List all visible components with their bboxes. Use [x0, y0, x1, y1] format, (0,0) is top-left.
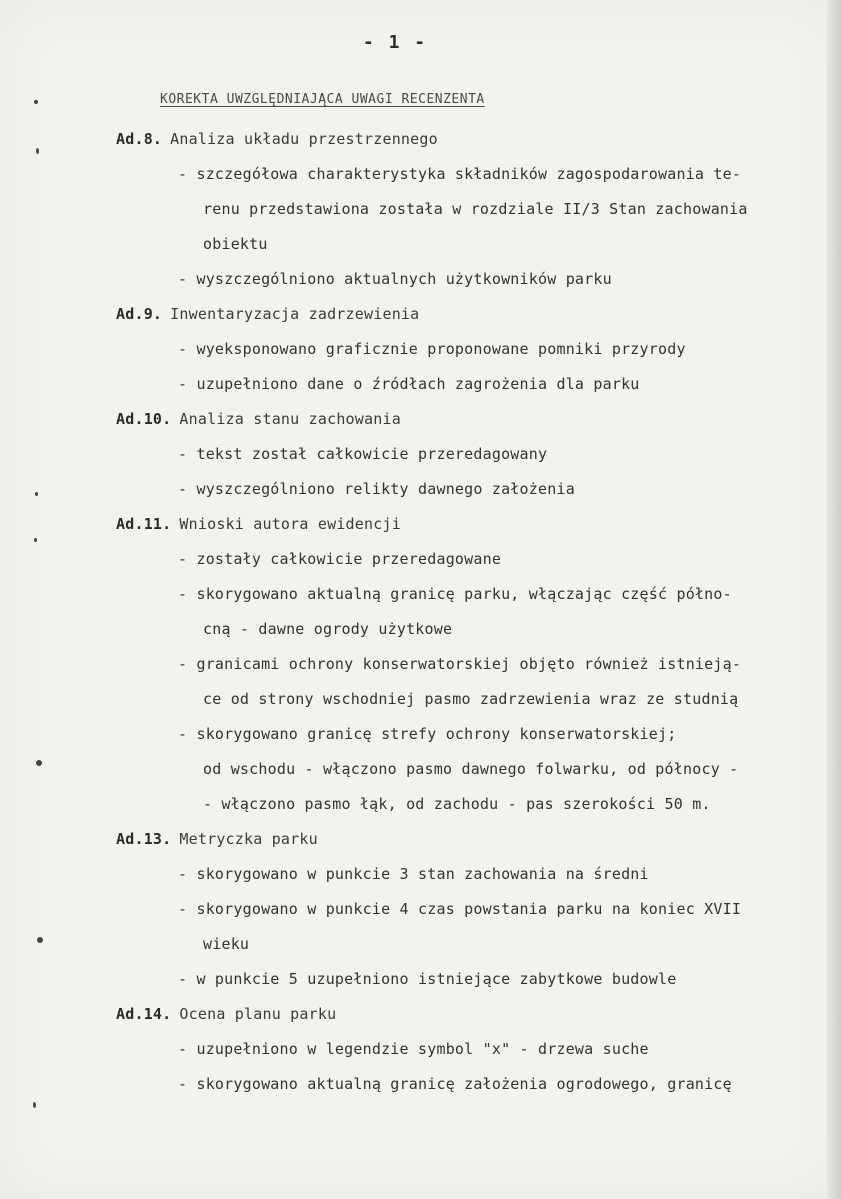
section-label: Ad.8.	[116, 130, 163, 148]
binding-mark	[36, 760, 42, 766]
section-heading	[116, 130, 438, 148]
section-title: Metryczka parku	[179, 830, 318, 848]
section-title: Wnioski autora ewidencji	[179, 515, 401, 533]
section-heading	[116, 410, 401, 428]
section-label: Ad.11.	[116, 515, 172, 533]
text-line: obiektu	[203, 235, 268, 253]
section-label: Ad.9.	[116, 305, 163, 323]
text-line: - wyeksponowano graficznie proponowane pomniki przyrody	[178, 340, 686, 358]
text-line: - skorygowano granicę strefy ochrony konserwatorskiej;	[178, 725, 677, 743]
text-line: cną - dawne ogrody użytkowe	[203, 620, 453, 638]
section-title: Ocena planu parku	[179, 1005, 337, 1023]
text-line: - skorygowano w punkcie 4 czas powstania parku na koniec XVII	[178, 900, 742, 918]
section-label: Ad.14.	[116, 1005, 172, 1023]
section-heading	[116, 830, 318, 848]
page-edge	[827, 0, 841, 1199]
binding-mark	[37, 937, 43, 943]
text-line: - granicami ochrony konserwatorskiej objęto również istnieją-	[178, 655, 742, 673]
text-line: - wyszczególniono relikty dawnego założenia	[178, 480, 575, 498]
text-line: - skorygowano w punkcie 3 stan zachowania na średni	[178, 865, 649, 883]
binding-mark	[35, 492, 38, 496]
section-label: Ad.13.	[116, 830, 172, 848]
section-title: Analiza stanu zachowania	[179, 410, 401, 428]
text-line: wieku	[203, 935, 250, 953]
text-line: - w punkcie 5 uzupełniono istniejące zabytkowe budowle	[178, 970, 677, 988]
document-heading: KOREKTA UWZGLĘDNIAJĄCA UWAGI RECENZENTA	[160, 92, 485, 107]
section-label: Ad.10.	[116, 410, 172, 428]
section-heading	[116, 305, 419, 323]
text-line: ce od strony wschodniej pasmo zadrzewienia wraz ze studnią	[203, 690, 739, 708]
page-number: - 1 -	[362, 32, 428, 53]
binding-mark	[36, 148, 39, 154]
text-line: - uzupełniono w legendzie symbol "x" - drzewa suche	[178, 1040, 649, 1058]
section-heading	[116, 1005, 336, 1023]
text-line: - zostały całkowicie przeredagowane	[178, 550, 502, 568]
text-line: - skorygowano aktualną granicę parku, włączając część półno-	[178, 585, 732, 603]
text-line: - wyszczególniono aktualnych użytkowników parku	[178, 270, 612, 288]
binding-mark	[34, 538, 37, 542]
text-line: - włączono pasmo łąk, od zachodu - pas szerokości 50 m.	[203, 795, 711, 813]
text-line: - uzupełniono dane o źródłach zagrożenia dla parku	[178, 375, 640, 393]
binding-mark	[34, 100, 38, 104]
text-line: od wschodu - włączono pasmo dawnego folwarku, od północy -	[203, 760, 739, 778]
section-title: Analiza układu przestrzennego	[170, 130, 438, 148]
text-line: - szczegółowa charakterystyka składników zagospodarowania te-	[178, 165, 742, 183]
binding-mark	[33, 1102, 36, 1108]
text-line: - skorygowano aktualną granicę założenia ogrodowego, granicę	[178, 1075, 732, 1093]
text-line: renu przedstawiona została w rozdziale II/3 Stan zachowania	[203, 200, 748, 218]
text-line: - tekst został całkowicie przeredagowany	[178, 445, 548, 463]
section-title: Inwentaryzacja zadrzewienia	[170, 305, 420, 323]
section-heading	[116, 515, 401, 533]
